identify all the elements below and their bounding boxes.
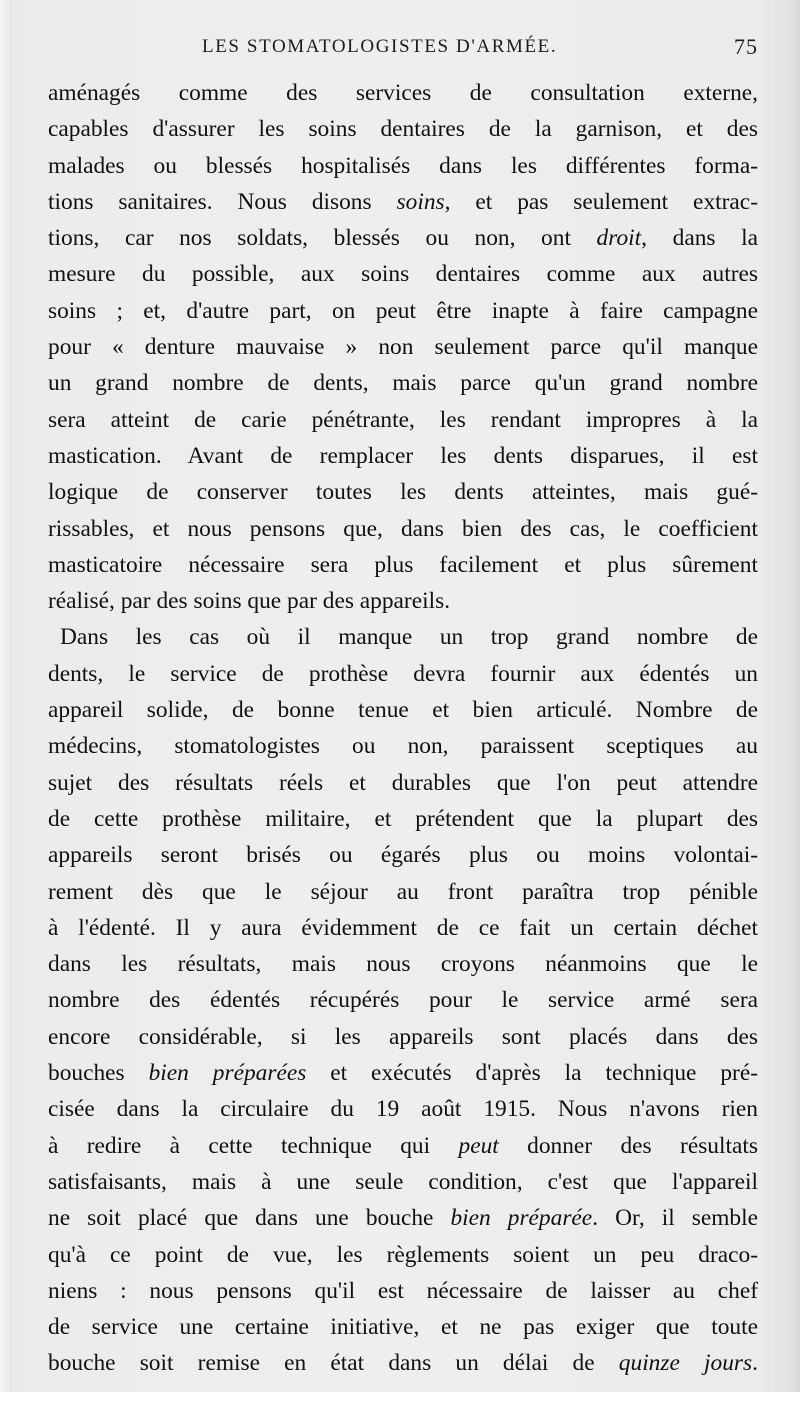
line-text: à redire à cette technique qui: [48, 1132, 459, 1159]
text-line: sera atteint de carie pénétrante, les rendant impropres à la: [48, 406, 758, 433]
page-number: 75: [734, 34, 758, 59]
text-line: un grand nombre de dents, mais parce qu'un grand nombre: [48, 370, 758, 397]
emphasis-text: peut: [458, 1132, 499, 1159]
running-title: LES STOMATOLOGISTES D'ARMÉE.: [202, 36, 558, 57]
text-line: sujet des résultats réels et durables que l'on peut attendre: [48, 769, 758, 796]
text-line: de cette prothèse militaire, et prétendent que la plupart des: [48, 805, 758, 832]
line-text: bouches: [48, 1060, 149, 1087]
running-head: [48, 30, 760, 70]
text-line: médecins, stomatologistes ou non, paraissent sceptiques au: [48, 733, 758, 760]
text-line: de service une certaine initiative, et ne pas exiger que toute: [48, 1314, 758, 1341]
text-line: pour « denture mauvaise » non seulement parce qu'il manque: [48, 334, 758, 361]
emphasis-text: droit: [596, 225, 642, 252]
text-line: cisée dans la circulaire du 19 août 1915. Nous n'avons rien: [48, 1096, 758, 1123]
text-line: satisfaisants, mais à une seule condition, c'est que l'appareil: [48, 1168, 758, 1195]
line-text: .: [752, 1350, 758, 1377]
text-line: rissables, et nous pensons que, dans bien des cas, le coefficient: [48, 515, 758, 542]
text-line: malades ou blessés hospitalisés dans les différentes forma-: [48, 152, 758, 179]
text-line: appareil solide, de bonne tenue et bien articulé. Nombre de: [48, 697, 758, 724]
paragraph-end-line: réalisé, par des soins que par des appareils.: [48, 588, 451, 615]
line-text: . Or, il semble: [592, 1205, 758, 1232]
text-line: à l'édenté. Il y aura évidemment de ce fait un certain déchet: [48, 914, 758, 941]
text-line: appareils seront brisés ou égarés plus ou moins volontai-: [48, 842, 758, 869]
text-line: capables d'assurer les soins dentaires de la garnison, et des: [48, 116, 758, 143]
paragraph-start-line: Dans les cas où il manque un trop grand nombre de: [60, 624, 758, 651]
body-text: [48, 75, 758, 1382]
line-text: et exécutés d'après la technique pré-: [306, 1060, 758, 1087]
text-line: [48, 1128, 758, 1164]
emphasis-text: quinze jours: [618, 1350, 753, 1377]
line-text: , dans la: [641, 225, 758, 252]
text-line: encore considérable, si les appareils sont placés dans des: [48, 1023, 758, 1050]
line-text: bouche soit remise en état dans un délai de: [48, 1350, 619, 1377]
emphasis-text: bien préparée: [450, 1205, 593, 1232]
line-text: , et pas seulement extrac-: [444, 188, 758, 215]
line-text: ne soit placé que dans une bouche: [48, 1205, 451, 1232]
line-text: tions sanitaires. Nous disons: [48, 188, 397, 215]
page-edge: [0, 0, 12, 1404]
text-line: [48, 220, 758, 256]
text-line: mastication. Avant de remplacer les dents disparues, il est: [48, 442, 758, 469]
text-line: qu'à ce point de vue, les règlements soient un peu draco-: [48, 1241, 758, 1268]
text-line: rement dès que le séjour au front paraîtra trop pénible: [48, 878, 758, 905]
text-line: logique de conserver toutes les dents atteintes, mais gué-: [48, 479, 758, 506]
text-line: masticatoire nécessaire sera plus facilement et plus sûrement: [48, 551, 758, 578]
emphasis-text: soins: [396, 188, 445, 215]
text-line: [48, 1055, 758, 1091]
text-line: [48, 1200, 758, 1236]
text-line: dans les résultats, mais nous croyons néanmoins que le: [48, 951, 758, 978]
emphasis-text: bien préparées: [148, 1060, 307, 1087]
text-line: soins ; et, d'autre part, on peut être inapte à faire campagne: [48, 297, 758, 324]
text-line: aménagés comme des services de consultation externe,: [48, 80, 758, 106]
text-line: [48, 1345, 758, 1381]
line-text: tions, car nos soldats, blessés ou non, ont: [48, 225, 597, 252]
text-line: mesure du possible, aux soins dentaires comme aux autres: [48, 261, 758, 288]
line-text: donner des résultats: [498, 1132, 758, 1159]
text-line: [48, 184, 758, 220]
text-line: nombre des édentés récupérés pour le service armé sera: [48, 987, 758, 1014]
text-line: dents, le service de prothèse devra fournir aux édentés un: [48, 660, 758, 687]
text-line: niens : nous pensons qu'il est nécessaire de laisser au chef: [48, 1277, 758, 1304]
